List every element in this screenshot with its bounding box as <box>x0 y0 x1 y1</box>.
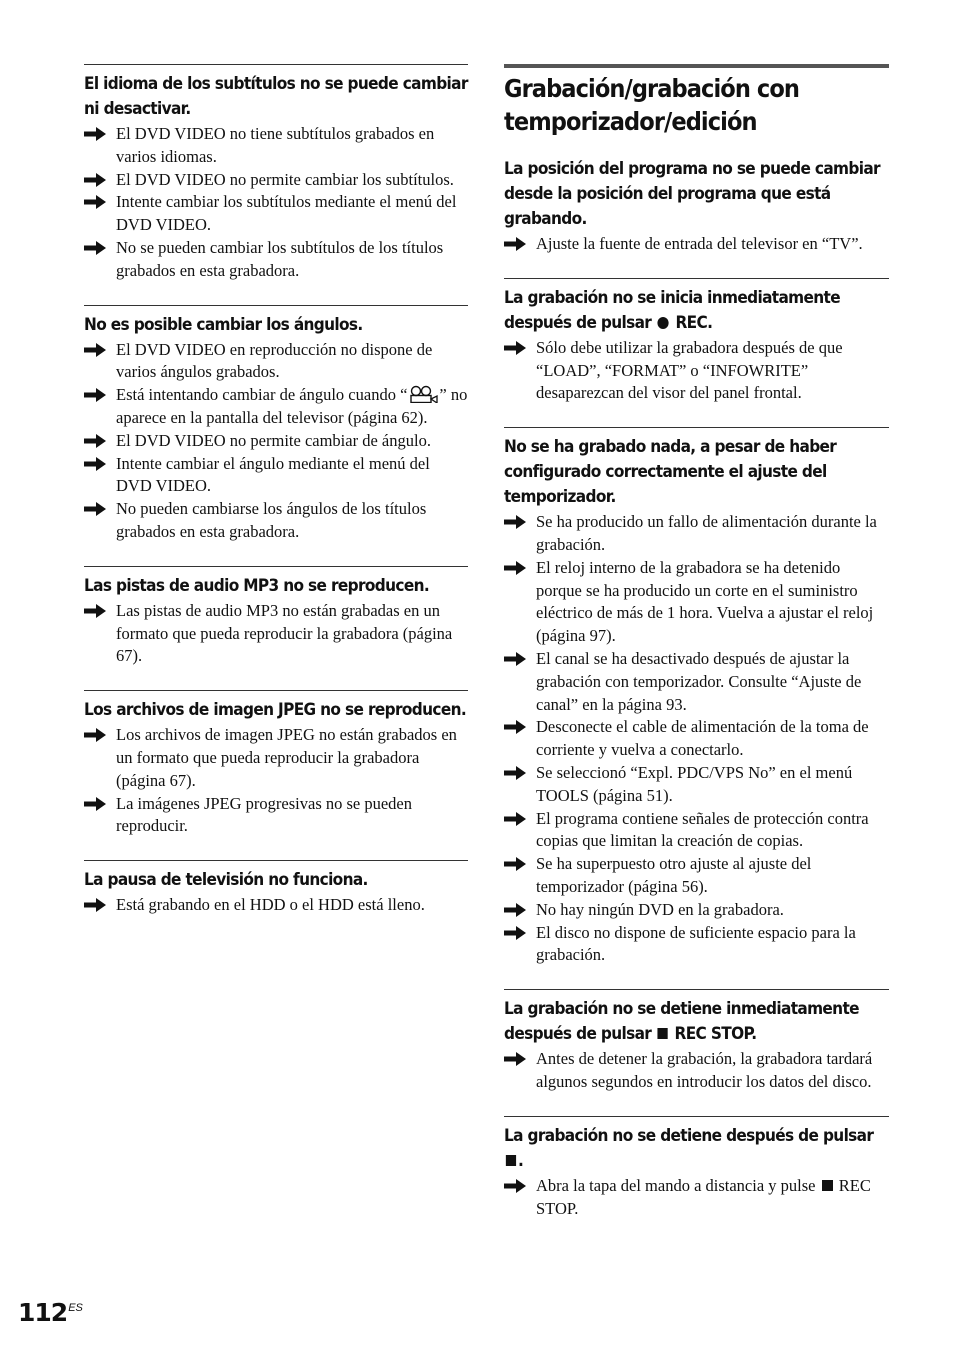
list-item: Ajuste la fuente de entrada del televisor en “TV”. <box>504 233 889 256</box>
angle-camera-icon <box>408 385 438 403</box>
list-item: Está intentando cambiar de ángulo cuando “ ” no aparece en la pantalla del televisor (página 62). <box>84 384 468 430</box>
right-column <box>504 64 889 1242</box>
list-item: Se seleccionó “Expl. PDC/VPS No” en el menú TOOLS (página 51). <box>504 762 889 808</box>
list-item: El canal se ha desactivado después de ajustar la grabación con temporizador. Consulte “Ajuste de canal” en la página 93. <box>504 648 889 716</box>
arrow-icon <box>504 903 526 917</box>
list-item: El DVD VIDEO no permite cambiar los subtítulos. <box>84 169 468 192</box>
section-subtitles <box>84 64 468 283</box>
list-item: Abra la tapa del mando a distancia y pulse REC STOP. <box>504 1175 889 1221</box>
list-item: No se pueden cambiar los subtítulos de los títulos grabados en esta grabadora. <box>84 237 468 283</box>
arrow-icon <box>504 1179 526 1193</box>
section-title: El idioma de los subtítulos no se puede cambiar ni desactivar. <box>84 74 468 118</box>
arrow-icon <box>504 720 526 734</box>
arrow-icon <box>504 561 526 575</box>
arrow-icon <box>84 604 106 618</box>
arrow-icon <box>504 926 526 940</box>
list-item: Las pistas de audio MP3 no están grabadas en un formato que pueda reproducir la grabadora (página 67). <box>84 600 468 668</box>
left-column <box>84 64 468 939</box>
section-title: Las pistas de audio MP3 no se reproducen. <box>84 575 430 595</box>
arrow-icon <box>504 341 526 355</box>
stop-icon <box>822 1180 833 1191</box>
list-item: El programa contiene señales de protección contra copias que limitan la creación de copias. <box>504 808 889 854</box>
arrow-icon <box>84 127 106 141</box>
section-title: Los archivos de imagen JPEG no se reproducen. <box>84 700 467 720</box>
page-language-code: ES <box>68 1302 83 1314</box>
arrow-icon <box>84 173 106 187</box>
list-item: No hay ningún DVD en la grabadora. <box>504 899 889 922</box>
list-item: No pueden cambiarse los ángulos de los títulos grabados en esta grabadora. <box>84 498 468 544</box>
list-item: Se ha producido un fallo de alimentación durante la grabación. <box>504 511 889 557</box>
list-item: El DVD VIDEO no tiene subtítulos grabados en varios idiomas. <box>84 123 468 169</box>
stop-icon <box>506 1155 516 1166</box>
section-title: La posición del programa no se puede cambiar desde la posición del programa que está grabando. <box>504 159 880 228</box>
list-item: Los archivos de imagen JPEG no están grabados en un formato que pueda reproducir la grabadora (página 67). <box>84 724 468 792</box>
section-program-position <box>504 148 889 256</box>
list-item: El DVD VIDEO en reproducción no dispone de varios ángulos grabados. <box>84 339 468 385</box>
list-item: Antes de detener la grabación, la grabadora tardará algunos segundos en introducir los datos del disco. <box>504 1048 889 1094</box>
arrow-icon <box>84 898 106 912</box>
list-item: Está grabando en el HDD o el HDD está lleno. <box>84 894 468 917</box>
section-title: No se ha grabado nada, a pesar de haber configurado correctamente el ajuste del temporizador. <box>504 437 837 507</box>
arrow-icon <box>84 457 106 471</box>
list-item: Se ha superpuesto otro ajuste al ajuste del temporizador (página 56). <box>504 853 889 899</box>
arrow-icon <box>84 343 106 357</box>
list-item: El reloj interno de la grabadora se ha detenido porque se ha producido un corte en el suministro eléctrico de más de 1 hora. Vuelva a ajustar el reloj (página 97). <box>504 557 889 648</box>
record-icon <box>658 317 669 329</box>
section-angles <box>84 305 468 544</box>
arrow-icon <box>504 857 526 871</box>
arrow-icon <box>84 502 106 516</box>
arrow-icon <box>504 515 526 529</box>
arrow-icon <box>504 237 526 251</box>
arrow-icon <box>84 388 106 402</box>
arrow-icon <box>504 1052 526 1066</box>
page-number: $112^{ES}$ <box>18 1298 83 1327</box>
section-rec-start <box>504 278 889 405</box>
section-mp3 <box>84 566 468 668</box>
arrow-icon <box>504 766 526 780</box>
arrow-icon <box>84 434 106 448</box>
section-title: La grabación no se inicia inmediatamente después de pulsar REC. <box>504 287 840 332</box>
arrow-icon <box>504 812 526 826</box>
list-item: Intente cambiar los subtítulos mediante el menú del DVD VIDEO. <box>84 191 468 237</box>
page-title: Grabación/grabación con temporizador/edición <box>504 74 800 136</box>
list-item: Desconecte el cable de alimentación de la toma de corriente y vuelva a conectarlo. <box>504 716 889 762</box>
section-timer <box>504 427 889 967</box>
section-title: La grabación no se detiene después de pulsar . <box>504 1125 874 1170</box>
section-title: La pausa de televisión no funciona. <box>84 870 368 890</box>
section-tv-pause <box>84 860 468 917</box>
section-rec-not-stop <box>504 1116 889 1221</box>
section-rec-stop-delay <box>504 989 889 1094</box>
arrow-icon <box>84 195 106 209</box>
arrow-icon <box>84 728 106 742</box>
section-title: No es posible cambiar los ángulos. <box>84 314 363 334</box>
stop-icon <box>658 1028 668 1039</box>
list-item: El DVD VIDEO no permite cambiar de ángulo. <box>84 430 468 453</box>
list-item: Sólo debe utilizar la grabadora después de que “LOAD”, “FORMAT” o “INFOWRITE” desaparezcan del visor del panel frontal. <box>504 337 889 405</box>
list-item: La imágenes JPEG progresivas no se pueden reproducir. <box>84 793 468 839</box>
list-item: Intente cambiar el ángulo mediante el menú del DVD VIDEO. <box>84 453 468 499</box>
arrow-icon <box>504 652 526 666</box>
list-item: El disco no dispone de suficiente espacio para la grabación. <box>504 922 889 968</box>
arrow-icon <box>84 241 106 255</box>
arrow-icon <box>84 797 106 811</box>
main-heading <box>504 64 889 138</box>
section-jpeg <box>84 690 468 838</box>
section-title: La grabación no se detiene inmediatamente después de pulsar REC STOP. <box>504 999 859 1044</box>
